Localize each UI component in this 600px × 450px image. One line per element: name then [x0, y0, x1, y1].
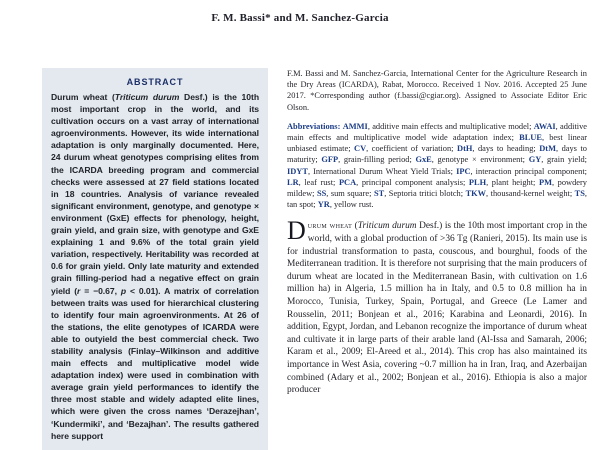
abstract-stat-mid: = −0.67,: [80, 285, 121, 296]
abstract-species-name: Triticum durum: [114, 92, 180, 102]
abbreviations-label: Abbreviations:: [287, 121, 341, 131]
right-column: [287, 68, 587, 450]
abbreviation-term: LR: [287, 177, 299, 187]
abbreviations-label-text: Abbreviations: [287, 121, 338, 131]
abbreviation-term: SS: [316, 189, 327, 199]
abbreviation-definition: , grain yield;: [541, 155, 587, 165]
abbreviation-term: DtH: [457, 144, 473, 154]
abbreviation-definition: , interaction principal component;: [470, 166, 587, 176]
abbreviation-term: CV: [354, 144, 367, 154]
abbreviation-term: PM: [538, 177, 552, 187]
drop-cap: D: [287, 216, 306, 246]
body-open-paren: (: [352, 221, 358, 232]
abbreviation-term: PCA: [338, 177, 357, 187]
abbreviation-term: AWAI: [533, 121, 556, 131]
abbreviation-definition: , tan spot;: [287, 189, 587, 210]
abbreviation-term: DtM: [539, 144, 556, 154]
abbreviation-term: ST: [373, 189, 385, 199]
abbreviation-definition: , additive main effects and multiplicative model;: [367, 121, 534, 131]
abbreviation-definition: , thousand-kernel weight;: [486, 189, 575, 199]
abbreviation-definition: , genotype × environment;: [431, 155, 529, 165]
abbreviation-term: IDYT: [287, 166, 308, 176]
abbreviation-term: GxE: [415, 155, 432, 165]
body-species-authority: Desf.): [416, 221, 443, 232]
abbreviation-term: GY: [528, 155, 542, 165]
abstract-heading: ABSTRACT: [126, 77, 184, 87]
abbreviation-definition: , leaf rust;: [298, 177, 339, 187]
abbreviation-definition: , best linear unbiased estimate;: [287, 133, 587, 154]
author-line: F. M. Bassi* and M. Sanchez-Garcia: [211, 12, 389, 24]
abbreviation-definition: , Septoria tritici blotch;: [384, 189, 466, 199]
abbreviation-term: AMMI: [342, 121, 368, 131]
abbreviation-definition: , additive main effects and multiplicative model wide adaptation index;: [287, 121, 587, 143]
abbreviation-definition: , yellow rust.: [329, 200, 374, 210]
abstract-stat-r: r: [77, 285, 81, 296]
abbreviation-term: IPC: [456, 166, 471, 176]
abbreviation-definition: , days to heading;: [472, 144, 540, 154]
abstract-body: [51, 91, 259, 442]
abstract-box: [42, 68, 268, 450]
body-species-name: Triticum durum: [357, 221, 417, 232]
abbreviation-definition: , powdery mildew;: [287, 177, 587, 199]
abbreviation-definition: , principal component analysis;: [356, 177, 469, 187]
abstract-text-tail: < 0.01). A matrix of correlation between traits was used for hierarchical clustering to identify four main agroenvironments. At 26 of the stations, the elite genotypes of ICARDA were able to outyield the best commercial check. Two stability analysis (Finlay–Wilkinson and additive main effects and multiplicative model wide adaptation index) were used in combination with average grain yield performances to identify the three most stable and widely adapted elite lines, which were given the cross names ‘Derazejhan’, ‘Kundermiki’, and ‘Bezajhan’. The results gathered here support: [51, 285, 259, 441]
abbreviation-definition: , coefficient of variation;: [366, 144, 458, 154]
affiliation-block: F.M. Bassi and M. Sanchez-Garcia, International Center for the Agriculture Research in the Dry Areas (ICARDA), Rabat, Morocco. Received 1 Nov. 2016. Accepted 25 June 2017. *Corresponding author (f.bassi@cgiar.org). Assigned to Associate Editor Eric Olson.: [287, 69, 587, 112]
body-lead-smallcaps: urum wheat: [307, 220, 353, 231]
body-paragraph: [287, 216, 587, 396]
abbreviation-definition: , International Durum Wheat Yield Trials;: [307, 166, 457, 176]
abbreviations-list: [287, 122, 587, 209]
abstract-text-lead: Durum wheat (: [51, 92, 115, 102]
abbreviation-term: PLH: [468, 177, 487, 187]
abbreviation-definition: , days to maturity;: [287, 144, 587, 165]
abbreviation-term: TKW: [465, 189, 487, 199]
abbreviation-definition: , plant height;: [486, 177, 539, 187]
abstract-species-authority: Desf.): [179, 92, 208, 102]
abbreviation-term: GFP: [321, 155, 339, 165]
abstract-text-main: is the 10th most important crop in the world, and its cultivation occurs on a vast array of international agroenvironments. However, its wide international adaptation is only marginally documented. Here, 24 durum wheat genotypes comprising elites from the ICARDA breeding program and commercial checks were assessed at 27 field stations located in 18 countries. Analysis of variance revealed significant environment, genotype, and genotype × environment (GxE) effects for phenology, height, grain yield, and grain size, with genotype and GxE explaining 1 and 9.6% of the total grain yield variation, respectively. Heritability was recorded at 0.6 for grain yield. Only late maturity and extended grain filling-period had a negative effect on grain yield (: [51, 92, 260, 296]
abbreviation-definition: , grain-filling period;: [338, 155, 416, 165]
abbreviations-block: [287, 121, 587, 211]
abbreviation-term: TS: [574, 189, 585, 199]
abbreviation-term: YR: [317, 200, 330, 210]
abbreviation-definition: , sum square;: [326, 189, 374, 199]
abstract-stat-p: p: [120, 285, 127, 296]
body-text-main: is the 10th most important crop in the world, with a global production of >36 Tg (Ranieri, 2015). Its main use is for industrial transformation to pasta, couscous, and bourghul, foods of the Mediterranean tradition. It is therefore not surprising that the main producers of durum wheat are located in the Mediterranean Basin, with cultivation on 1.6 million ha) in Algeria, 1.5 million ha in Italy, and 0.5 to 0.8 million ha in Morocco, Tunisia, Turkey, Spain, Portugal, and Greece (Le Lamer and Rousselin, 2011; Bonjean et al., 2016; Karabina and Leonardi, 2016). In addition, Egypt, Jordan, and Lebanon recognize the importance of durum wheat and cultivate it in large parts of their arable land (Al-Issa and Samarah, 2006; Karam et al., 2009; El-Areed et al., 2014). This crop has also maintained its importance in West Asia, covering ~0.7 million ha in Iran, Iraq, and Azerbaijan combined (Adary et al., 2002; Bonjean et al., 2016). Ethiopia is also a major producer: [287, 221, 587, 396]
abbreviation-term: BLUE: [519, 133, 542, 143]
